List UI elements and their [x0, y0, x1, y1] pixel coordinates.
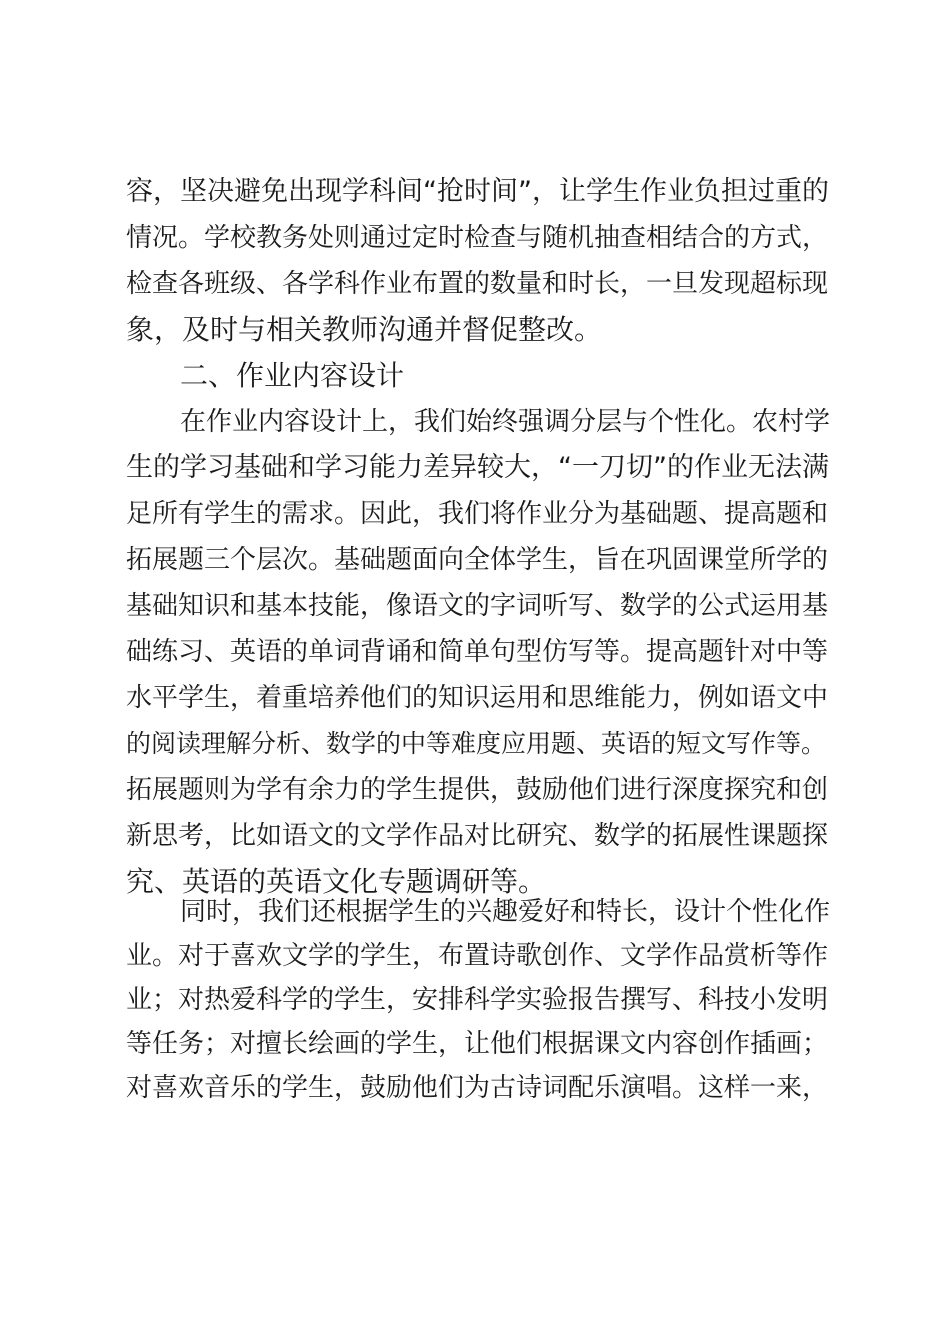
text-line: 业；对热爱科学的学生，安排科学实验报告撰写、科技小发明	[126, 985, 829, 1015]
text-line: 生的学习基础和学习能力差异较大，“一刀切”的作业无法满	[126, 452, 829, 483]
text-line: 对喜欢音乐的学生，鼓励他们为古诗词配乐演唱。这样一来，	[126, 1073, 829, 1103]
text-line: 究、英语的英语文化专题调研等。	[126, 865, 547, 898]
text-line: 拓展题则为学有余力的学生提供，鼓励他们进行深度探究和创	[126, 775, 829, 805]
text-line: 容，坚决避免出现学科间“抢时间”，让学生作业负担过重的	[126, 176, 829, 207]
text-line: 检查各班级、各学科作业布置的数量和时长，一旦发现超标现	[126, 269, 829, 299]
paragraph-start: 在作业内容设计上，我们始终强调分层与个性化。农村学	[180, 407, 831, 437]
paragraph-start: 同时，我们还根据学生的兴趣爱好和特长，设计个性化作	[180, 897, 831, 927]
text-line: 业。对于喜欢文学的学生，布置诗歌创作、文学作品赏析等作	[126, 941, 829, 971]
text-line: 象，及时与相关教师沟通并督促整改。	[126, 313, 603, 346]
text-line: 足所有学生的需求。因此，我们将作业分为基础题、提高题和	[126, 499, 829, 529]
text-line: 水平学生，着重培养他们的知识运用和思维能力，例如语文中	[126, 683, 829, 713]
text-line: 的阅读理解分析、数学的中等难度应用题、英语的短文写作等。	[126, 729, 827, 758]
text-line: 础练习、英语的单词背诵和简单句型仿写等。提高题针对中等	[126, 637, 829, 667]
text-line: 等任务；对擅长绘画的学生，让他们根据课文内容创作插画；	[126, 1029, 829, 1059]
text-line: 情况。学校教务处则通过定时检查与随机抽查相结合的方式，	[126, 223, 829, 253]
text-line: 基础知识和基本技能，像语文的字词听写、数学的公式运用基	[126, 591, 829, 621]
section-heading: 二、作业内容设计	[180, 359, 405, 392]
text-line: 新思考，比如语文的文学作品对比研究、数学的拓展性课题探	[126, 821, 829, 851]
text-line: 拓展题三个层次。基础题面向全体学生，旨在巩固课堂所学的	[126, 545, 829, 575]
